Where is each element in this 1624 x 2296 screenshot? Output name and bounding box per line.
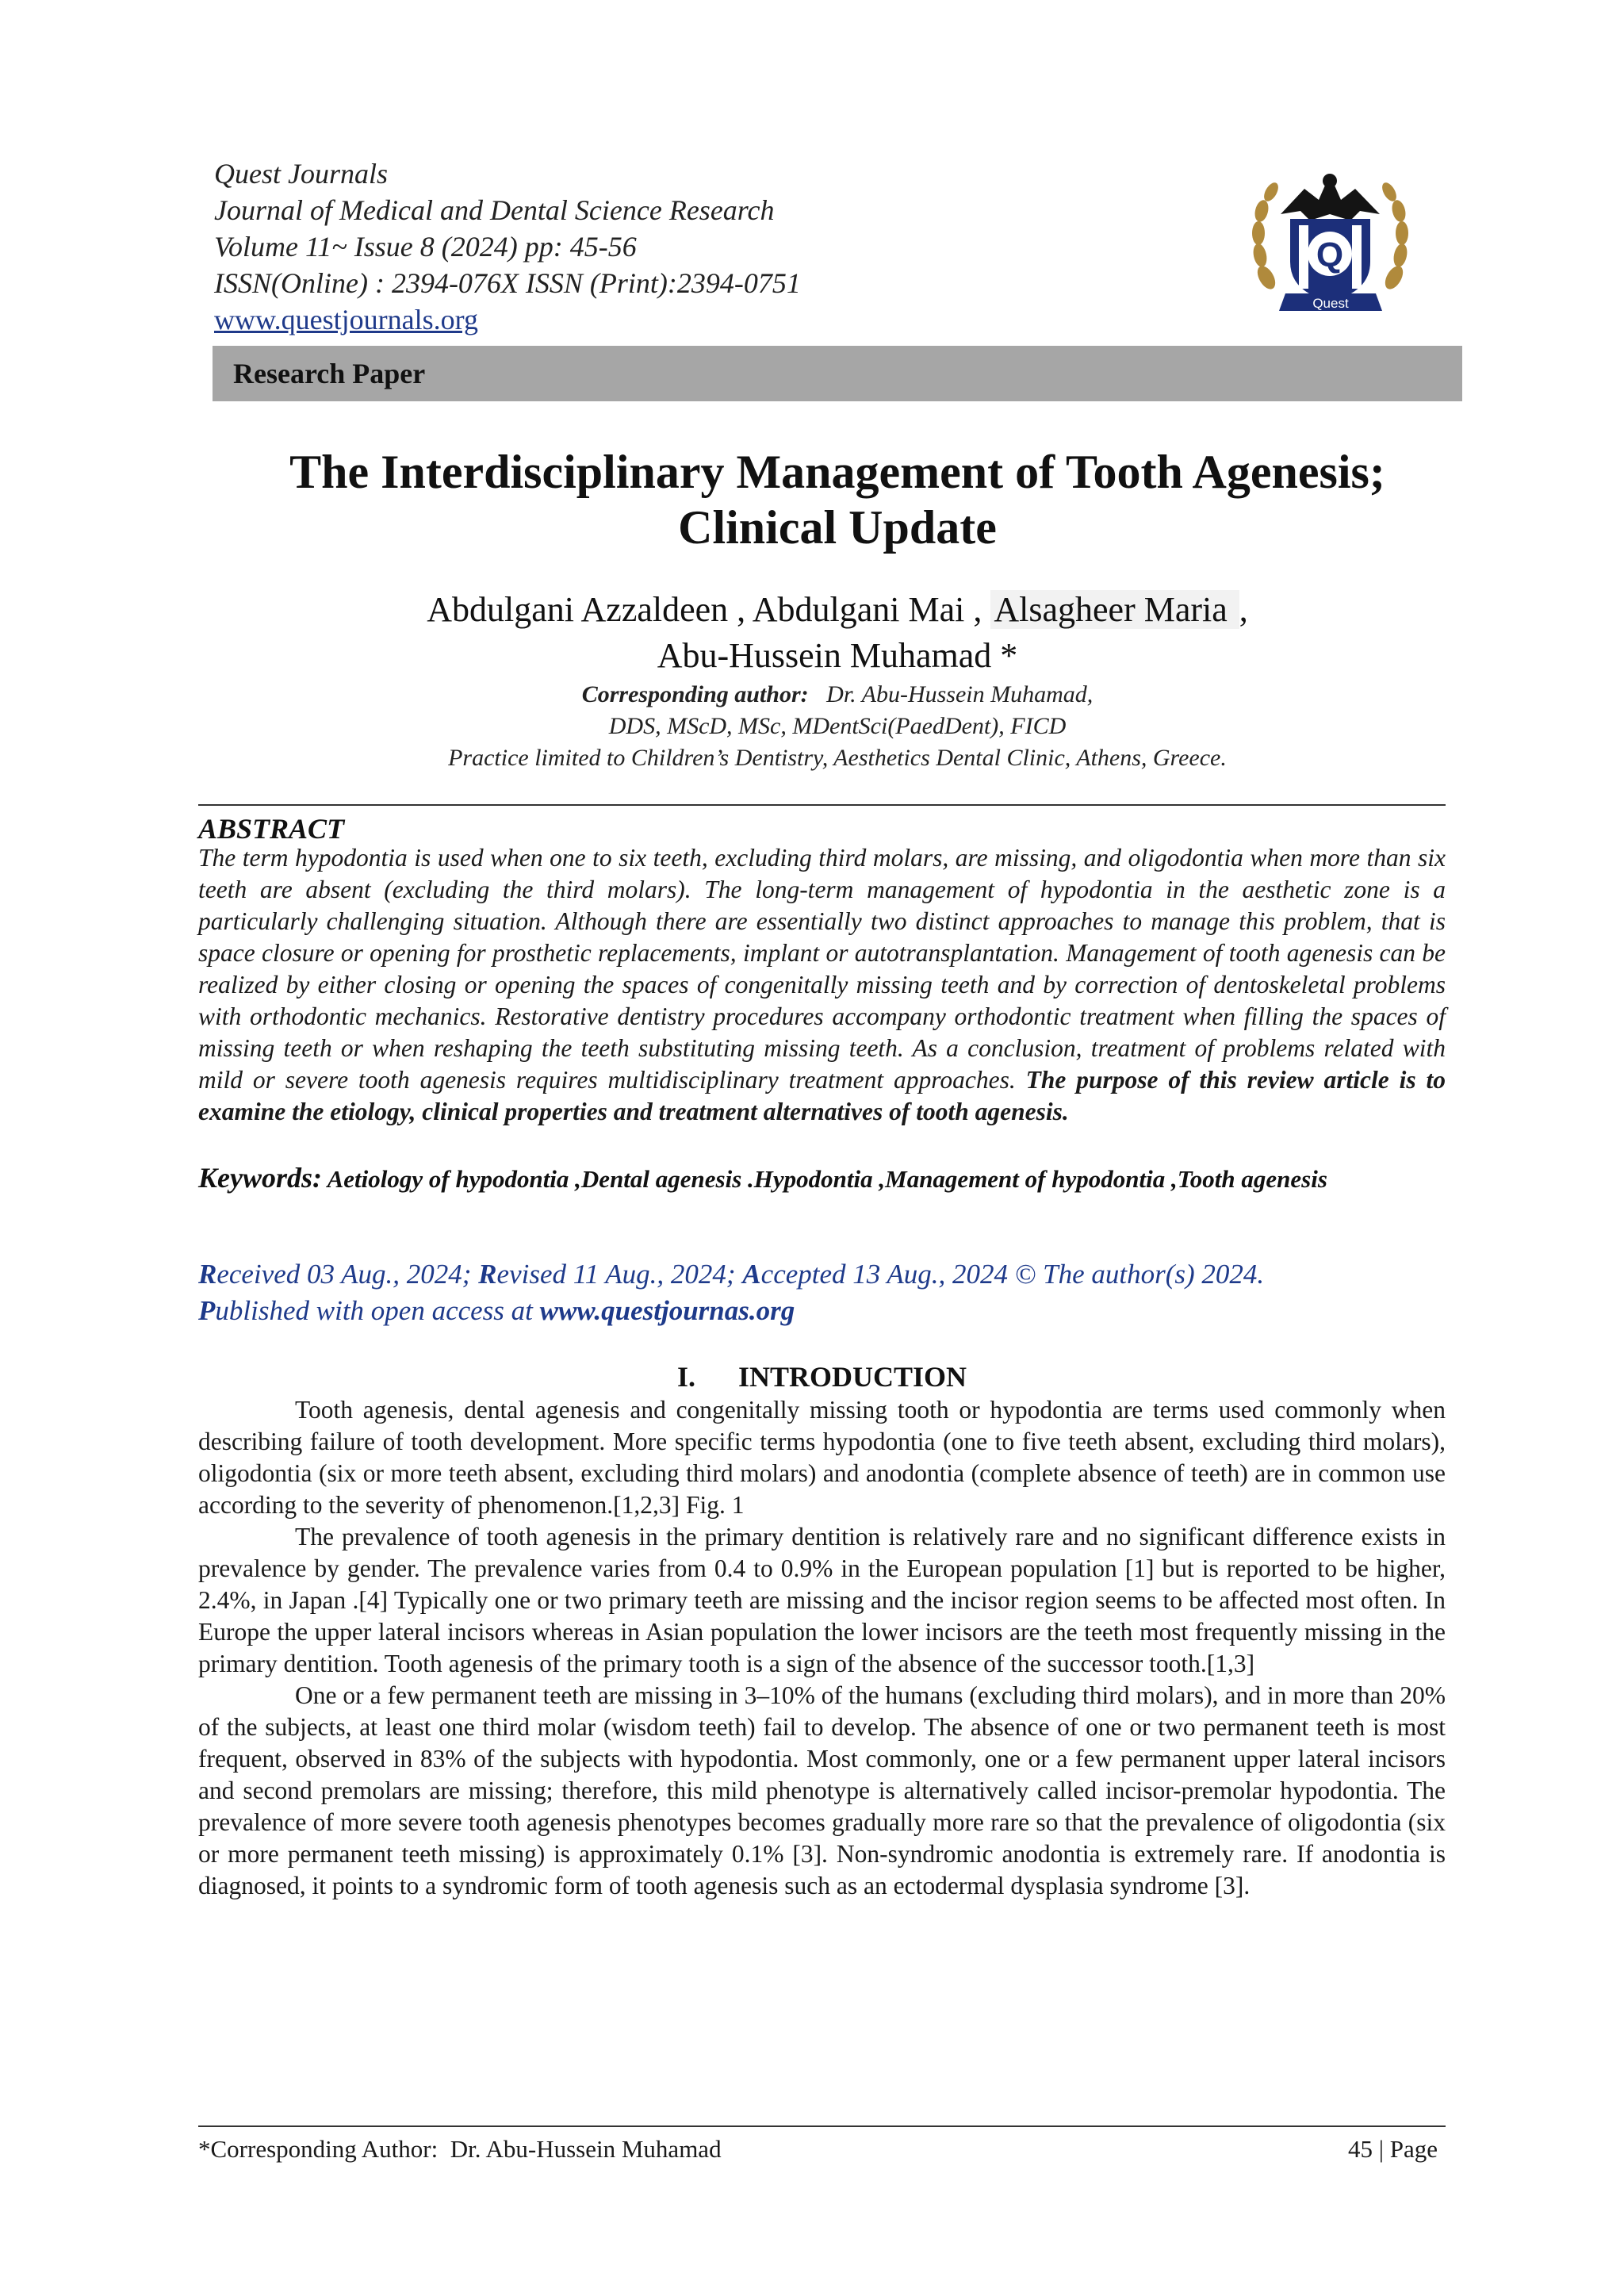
corresponding-degrees: DDS, MScD, MSc, MDentSci(PaedDent), FICD [608,713,1067,739]
journal-volume: Volume 11~ Issue 8 (2024) pp: 45-56 [214,231,637,263]
article-type-banner [213,346,1462,401]
abstract-divider [198,804,1446,806]
journal-name: Journal of Medical and Dental Science Research [214,194,775,226]
page-number: 45 | Page [1348,2135,1438,2163]
corresponding-practice: Practice limited to Children’s Dentistry, Aesthetics Dental Clinic, Athens, Greece. [448,745,1227,771]
publication-dates: Received 03 Aug., 2024; Revised 11 Aug., 2024; Accepted 13 Aug., 2024 © The author(s) 2024. Published with open access at www.questjournas.org [198,1259,1265,1326]
paper-title [213,444,1462,555]
title-line-2: Clinical Update [678,501,997,554]
paragraph: The prevalence of tooth agenesis in the primary dentition is relatively rare and no significant difference exists in prevalence by gender. The prevalence varies from 0.4 to 0.9% in the European population [1] but is reported to be higher, 2.4%, in Japan .[4] Typically one or two primary teeth are missing and the incisor region seems to be affected most often. In Europe the upper lateral incisors whereas in Asian population the lower incisors are the teeth most frequently missing in the primary dentition. Tooth agenesis of the primary tooth is a sign of the absence of the successor tooth.[1,3] [198,1523,1446,1677]
open-access-link[interactable]: www.questjournas.org [539,1295,795,1326]
corresponding-label: Corresponding author: [581,681,809,707]
keywords [198,1161,1446,1196]
section-title: INTRODUCTION [737,1361,967,1393]
abstract-heading: ABSTRACT [198,813,345,845]
corresponding-author-block [213,679,1462,774]
section-heading-introduction [198,1359,1446,1394]
journal-info [214,155,1166,338]
section-number: I. [676,1361,695,1393]
journal-publisher: Quest Journals [214,158,388,190]
svg-text:Q: Q [1316,236,1344,274]
abstract-text: The term hypodontia is used when one to six teeth, excluding third molars, are missing, and oligodontia when more than six teeth are absent (excluding the third molars). The long-term management of hypodontia in the aesthetic zone is a particularly challenging situation. Although there are essentially two distinct approaches to manage this problem, that is space closure or opening for prosthetic replacements, implant or autotransplantation. Management of tooth agenesis can be realized by either closing or opening the spaces of congenitally missing teeth and by correction of dentoskeletal problems with orthodontic mechanics. Restorative dentistry procedures accompany orthodontic treatment when filling the spaces of missing teeth or when reshaping the teeth substituting missing teeth. As a conclusion, treatment of problems related with mild or severe tooth agenesis requires multidisciplinary treatment approaches. The purpose of this review article is to examine the etiology, clinical properties and treatment alternatives of tooth agenesis. [198,844,1446,1125]
title-line-1: The Interdisciplinary Management of Tooth Agenesis; [289,446,1385,498]
authors-line-2: Abu-Hussein Muhamad * [657,636,1018,675]
keywords-text: Aetiology of hypodontia ,Dental agenesis .Hypodontia ,Management of hypodontia ,Tooth agenesis [322,1165,1327,1193]
author-highlighted: Alsagheer Maria [990,590,1239,629]
journal-issn: ISSN(Online) : 2394-076X ISSN (Print):2394-0751 [214,267,801,299]
introduction-body [198,1394,1446,1902]
keywords-label: Keywords: [198,1162,322,1194]
article-type: Research Paper [233,358,426,389]
journal-website-link[interactable]: www.questjournals.org [214,304,478,335]
corresponding-name: Dr. Abu-Hussein Muhamad, [808,681,1094,707]
logo-text: Quest [1312,296,1349,311]
authors-line-1: Abdulgani Azzaldeen , Abdulgani Mai , [427,590,991,629]
abstract-purpose: The purpose of this review article is to examine the etiology, clinical properties and treatment alternatives of tooth agenesis. [198,1066,1446,1125]
footer-corresponding-author: *Corresponding Author: Dr. Abu-Hussein Muhamad [198,2135,722,2163]
paragraph: One or a few permanent teeth are missing in 3–10% of the humans (excluding third molars), and in more than 20% of the subjects, at least one third molar (wisdom teeth) fail to develop. The absence of one or two permanent teeth is most frequent, observed in 83% of the subjects with hypodontia. Most commonly, one or a few permanent upper lateral incisors and second premolars are missing; therefore, this mild phenotype is alternatively called incisor-premolar hypodontia. The prevalence of more severe tooth agenesis phenotypes becomes gradually more rare so that the prevalence of oligodontia (six or more permanent teeth missing) is approximately 0.1% [3]. Non-syndromic anodontia is extremely rare. If anodontia is diagnosed, it points to a syndromic form of tooth agenesis such as an ectodermal dysplasia syndrome [3]. [198,1681,1446,1899]
quest-logo [1249,159,1411,317]
shield-icon [1290,219,1370,301]
eagle-icon [1281,174,1380,220]
footer-divider [198,2125,1446,2127]
paragraph: Tooth agenesis, dental agenesis and congenitally missing tooth or hypodontia are terms used commonly when describing failure of tooth development. More specific terms hypodontia (one to five teeth absent, excluding third molars), oligodontia (six or more teeth absent, excluding third molars) and anodontia (complete absence of teeth) are in common use according to the severity of phenomenon.[1,2,3] Fig. 1 [198,1396,1446,1519]
author-list: Abdulgani Azzaldeen , Abdulgani Mai , Alsagheer Maria , Abu-Hussein Muhamad * [213,587,1462,679]
